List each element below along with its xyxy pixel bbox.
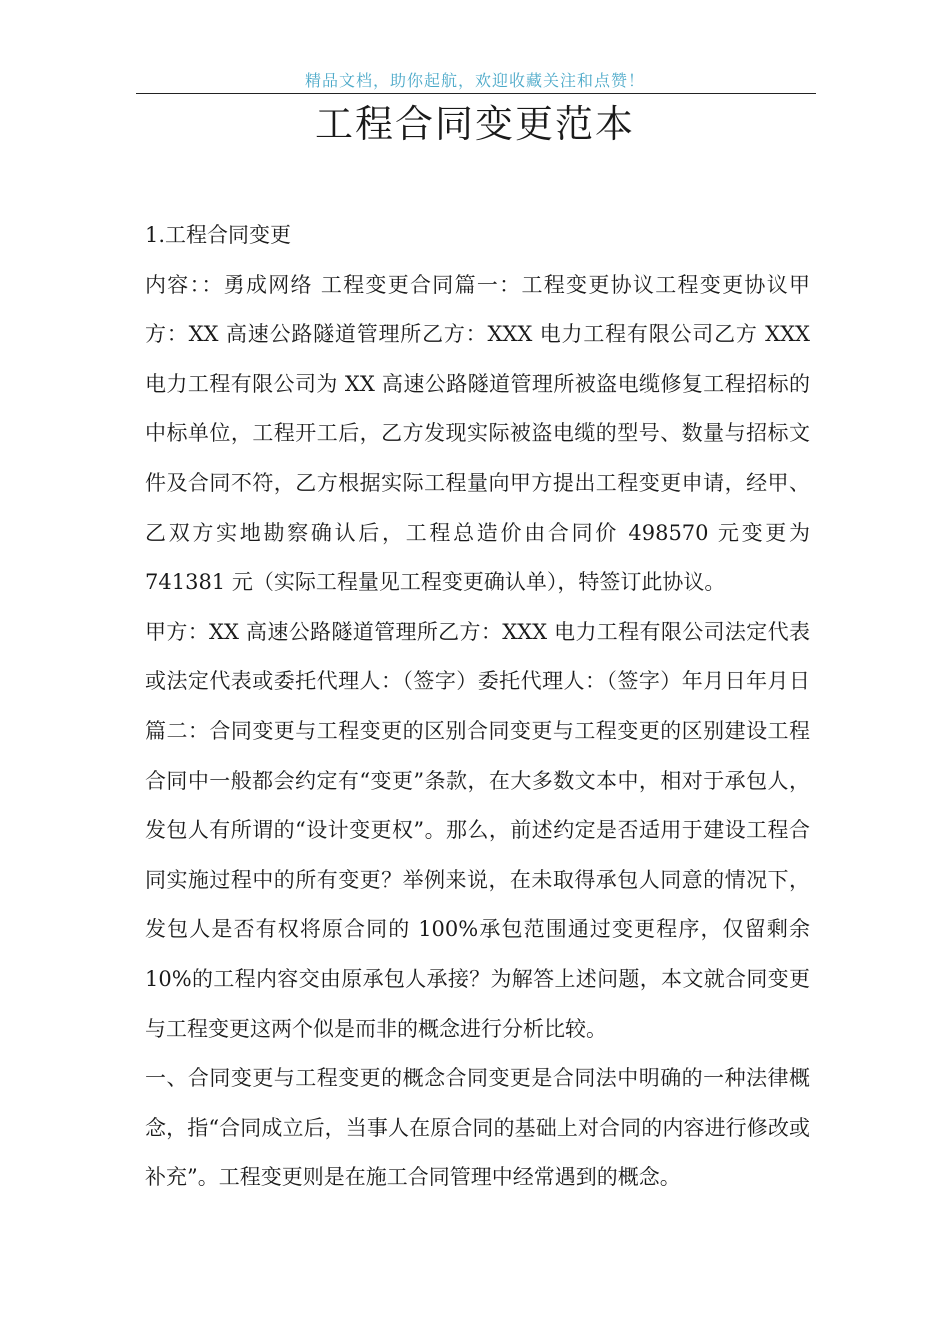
document-title: 工程合同变更范本	[314, 102, 635, 146]
document-body	[145, 211, 810, 1203]
paragraph-1: 内容：：勇成网络 工程变更合同篇一：工程变更协议工程变更协议甲方：XX 高速公路隧道管理所乙方：XXX 电力工程有限公司乙方 XXX 电力工程有限公司为 XX 高速公路隧道管理所被盗电缆修复工程招标的中标单位，工程开工后，乙方发现实际被盗电缆的型号、数量与招标文件及合同不符，乙方根据实际工程量向甲方提出工程变更申请，经甲、乙双方实地勘察确认后，工程总造价由合同价 498570 元变更为 741381 元（实际工程量见工程变更确认单），特签订此协议。	[145, 272, 810, 595]
paragraph-2: 甲方：XX 高速公路隧道管理所乙方：XXX 电力工程有限公司法定代表或法定代表或委托代理人：（签字）委托代理人：（签字）年月日年月日篇二：合同变更与工程变更的区别合同变更与工程变更的区别建设工程合同中一般都会约定有“变更”条款，在大多数文本中，相对于承包人，发包人有所谓的“设计变更权”。那么，前述约定是否适用于建设工程合同实施过程中的所有变更？举例来说，在未取得承包人同意的情况下，发包人是否有权将原合同的 100%承包范围通过变更程序，仅留剩余 10%的工程内容交由原承包人承接？为解答上述问题，本文就合同变更与工程变更这两个似是而非的概念进行分析比较。	[145, 619, 810, 1041]
section-heading: 1.工程合同变更	[145, 223, 292, 247]
header-note: 精品文档，助你起航，欢迎收藏关注和点赞！	[304, 71, 645, 90]
header-divider	[136, 93, 816, 94]
paragraph-3: 一、合同变更与工程变更的概念合同变更是合同法中明确的一种法律概念，指“合同成立后，当事人在原合同的基础上对合同的内容进行修改或补充”。工程变更则是在施工合同管理中经常遇到的概念。	[145, 1066, 810, 1190]
